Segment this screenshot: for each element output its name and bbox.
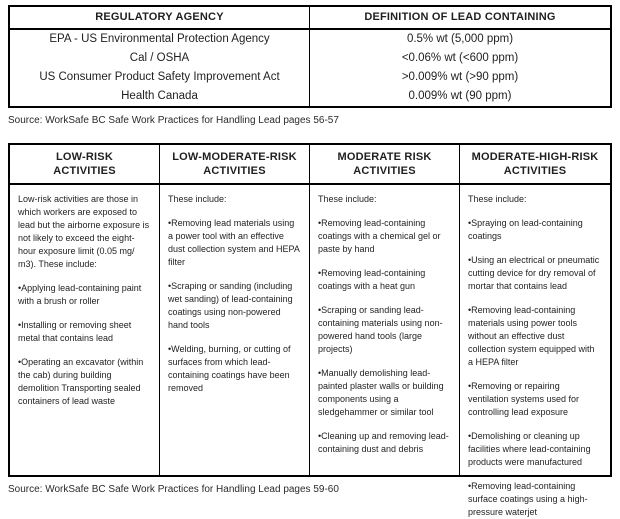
- agency-cell-epa: EPA - US Environmental Protection Agency: [49, 33, 270, 45]
- activity-item: • Removing lead-containing materials using power tools without an effective dust collection system equipped with a HEPA filter: [468, 304, 602, 369]
- header-line: ACTIVITIES: [353, 165, 416, 177]
- header-line: MODERATE-HIGH-RISK: [471, 151, 599, 163]
- column-header-moderate-high-risk: [460, 145, 610, 183]
- activity-item: • Applying lead-containing paint with a brush or roller: [18, 282, 151, 308]
- column-intro: These include:: [168, 194, 227, 204]
- definition-cell-health-canada: 0.009% wt (90 ppm): [408, 90, 512, 102]
- agency-cell-health-canada: Health Canada: [121, 90, 198, 102]
- activity-item: • Removing or repairing ventilation systems used for controlling lead exposure: [468, 380, 602, 419]
- column-header-low-moderate-risk: [160, 145, 310, 183]
- activity-item: • Manually demolishing lead-painted plaster walls or building components using a sledgehammer or similar tool: [318, 367, 451, 419]
- activity-item: • Scraping or sanding (including wet sanding) of lead-containing coatings using non-powered hand tools: [168, 280, 301, 332]
- moderate-risk-column: [310, 185, 460, 475]
- risk-table-header-row: [10, 145, 610, 185]
- regulatory-table-source-citation: Source: WorkSafe BC Safe Work Practices for Handling Lead pages 56-57: [8, 115, 339, 126]
- header-line: ACTIVITIES: [203, 165, 266, 177]
- activity-item: • Removing lead-containing coatings with a heat gun: [318, 267, 451, 293]
- activity-item: • Removing lead materials using a power tool with an effective dust collection system and HEPA filter: [168, 217, 301, 269]
- activity-item: • Installing or removing sheet metal that contains lead: [18, 319, 151, 345]
- column-header-moderate-risk: [310, 145, 460, 183]
- regulatory-table-header-row: [10, 7, 610, 30]
- agency-cell-cpsia: US Consumer Product Safety Improvement Act: [39, 71, 280, 83]
- activity-item: • Demolishing or cleaning up facilities where lead-containing products were manufactured: [468, 430, 602, 469]
- activity-item: • Using an electrical or pneumatic cutting device for dry removal of mortar that contains lead: [468, 254, 602, 293]
- header-line: LOW-MODERATE-RISK: [172, 151, 297, 163]
- activity-item: • Cleaning up and removing lead-containing dust and debris: [318, 430, 451, 456]
- header-line: ACTIVITIES: [503, 165, 567, 177]
- regulatory-table-body: [10, 30, 610, 106]
- low-moderate-risk-column: [160, 185, 310, 475]
- activity-item: • Removing lead-containing coatings with a chemical gel or paste by hand: [318, 217, 451, 256]
- moderate-high-risk-column: [460, 185, 610, 517]
- agency-cell-cal-osha: Cal / OSHA: [129, 52, 190, 64]
- definition-cell-epa: 0.5% wt (5,000 ppm): [406, 33, 514, 45]
- header-line: MODERATE RISK: [337, 151, 432, 163]
- activity-item: • Removing lead-containing surface coatings using a high-pressure waterjet: [468, 480, 602, 519]
- activity-item: • Welding, burning, or cutting of surfaces from which lead- containing coatings have been removed: [168, 343, 301, 395]
- activity-item: • Spraying on lead-containing coatings: [468, 217, 602, 243]
- agency-column: [10, 30, 310, 106]
- activity-item: • Scraping or sanding lead-containing materials using non-powered hand tools (large projects): [318, 304, 451, 356]
- column-header-low-risk: [10, 145, 160, 183]
- lead-definition-column-header: DEFINITION OF LEAD CONTAINING: [364, 11, 556, 23]
- activity-item: • Operating an excavator (within the cab) during building demolition Transporting sealed containers of lead waste: [18, 356, 151, 408]
- definition-cell-cal-osha: <0.06% wt (<600 ppm): [401, 52, 519, 64]
- regulatory-agency-column-header: REGULATORY AGENCY: [10, 7, 310, 28]
- column-intro: Low-risk activities are those in which workers are exposed to lead but the airborne exposure is not likely to exceed the eight-hour exposure limit (0.05 mg/ m3). These include:: [18, 194, 150, 269]
- definition-column: [310, 30, 610, 106]
- low-risk-column: [10, 185, 160, 475]
- risk-table-source-citation: Source: WorkSafe BC Safe Work Practices for Handling Lead pages 59-60: [8, 484, 339, 495]
- column-intro: These include:: [468, 194, 527, 204]
- definition-cell-cpsia: >0.009% wt (>90 ppm): [401, 71, 519, 83]
- header-line: LOW-RISK: [56, 151, 113, 163]
- column-intro: These include:: [318, 194, 377, 204]
- header-line: ACTIVITIES: [53, 165, 116, 177]
- regulatory-agency-table: [8, 5, 612, 108]
